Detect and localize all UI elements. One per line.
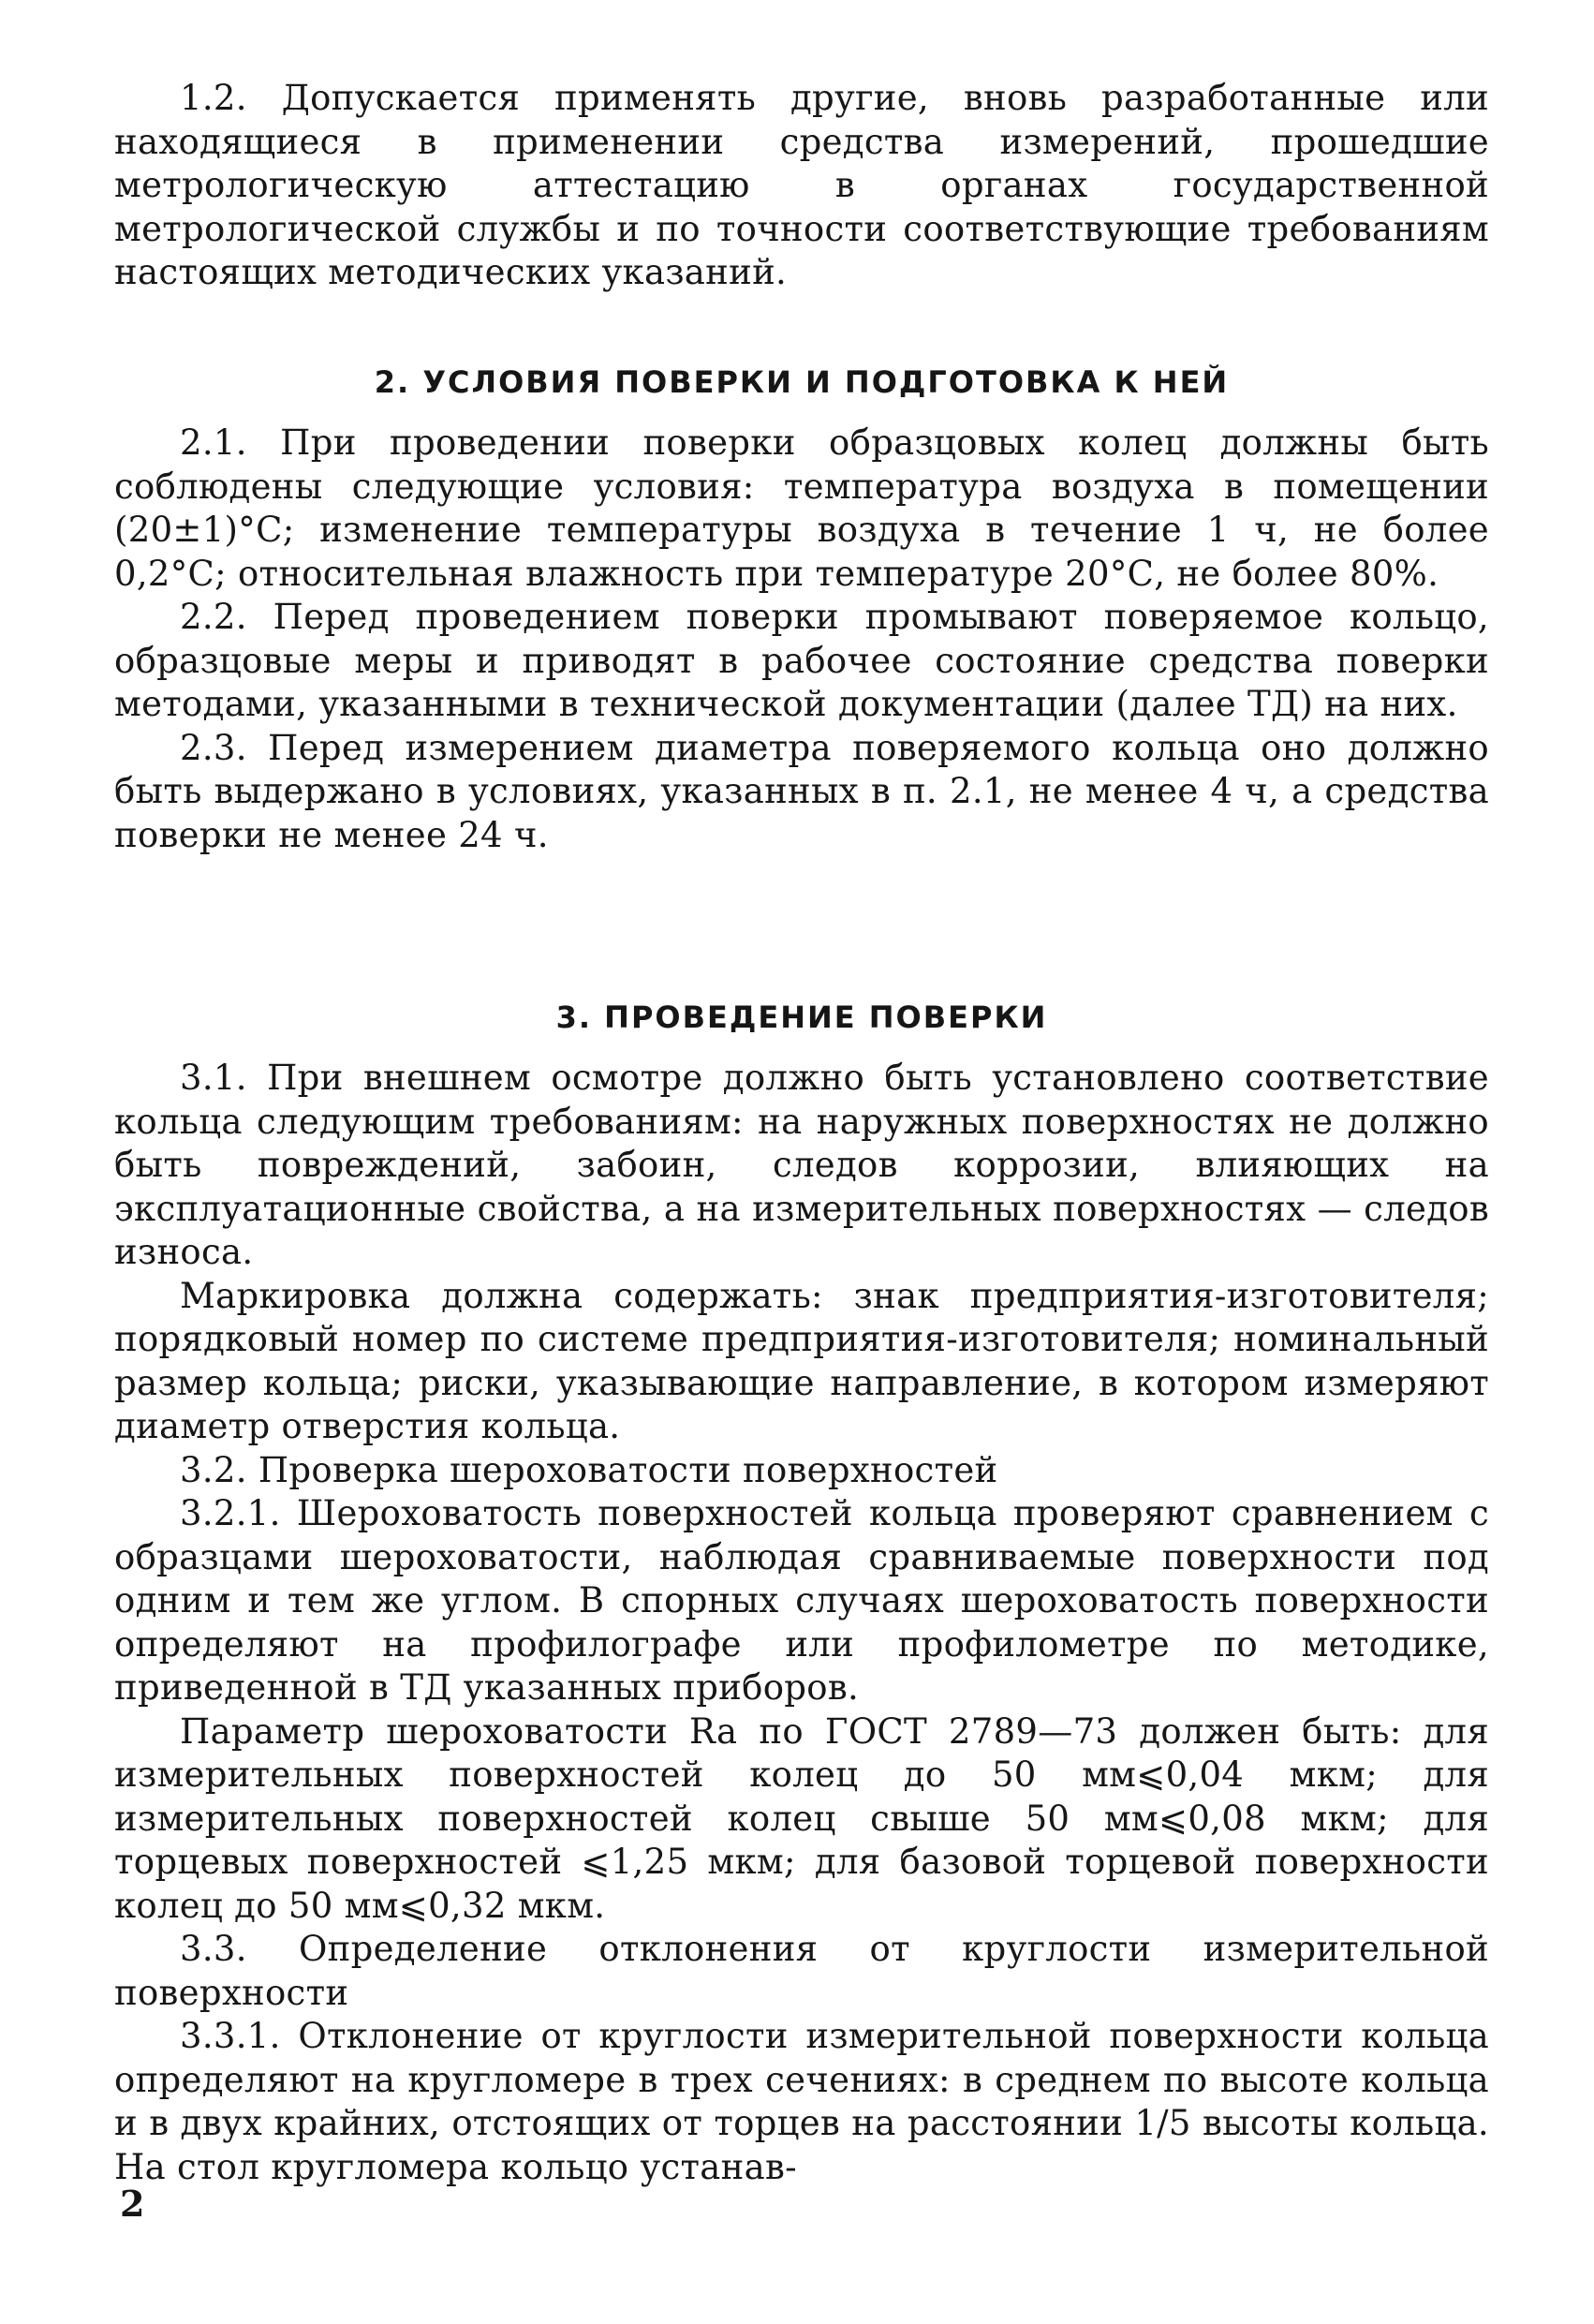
paragraph-2-1: 2.1. При проведении поверки образцовых колец должны быть соблюдены следующие условия: температура воздуха в помещении (20±1)°С; изменение температуры воздуха в течение 1 ч, не более 0,2°С; относительная влажность при температуре 20°С, не более 80%.: [114, 422, 1489, 594]
paragraph-marking: Маркировка должна содержать: знак предприятия-изготовителя; порядковый номер по системе предприятия-изготовителя; номинальный размер кольца; риски, указывающие направление, в котором измеряют диаметр отверстия кольца.: [114, 1275, 1489, 1446]
paragraph-2-3: 2.3. Перед измерением диаметра поверяемого кольца оно должно быть выдержано в условиях, указанных в п. 2.1, не менее 4 ч, а средства поверки не менее 24 ч.: [114, 727, 1489, 855]
paragraph-3-2-1: 3.2.1. Шероховатость поверхностей кольца проверяют сравнением с образцами шероховатости, наблюдая сравниваемые поверхности под одним и тем же углом. В спорных случаях шероховатость поверхности определяют на профилографе или профилометре по методике, приведенной в ТД указанных приборов.: [114, 1493, 1489, 1708]
section-1-text: [114, 77, 1489, 295]
section-3-text: [114, 1057, 1489, 2189]
paragraph-2-2: 2.2. Перед проведением поверки промывают поверяемое кольцо, образцовые меры и приводят в рабочее состояние средства поверки методами, указанными в технической документации (далее ТД) на них.: [114, 597, 1489, 724]
paragraph-3-2: 3.2. Проверка шероховатости поверхностей: [180, 1449, 998, 1490]
section-3-heading: 3. ПРОВЕДЕНИЕ ПОВЕРКИ: [555, 999, 1048, 1035]
paragraph-3-3-1: 3.3.1. Отклонение от круглости измерительной поверхности кольца определяют на кругломере в трех сечениях: в среднем по высоте кольца и в двух крайних, отстоящих от торцев на расстоянии 1/5 высоты кольца. На стол кругломера кольцо устанав-: [114, 2016, 1489, 2187]
paragraph-3-3: 3.3. Определение отклонения от круглости измерительной поверхности: [114, 1929, 1489, 2013]
paragraph-3-1: 3.1. При внешнем осмотре должно быть установлено соответствие кольца следующим требованиям: на наружных поверхностях не должно быть повреждений, забоин, следов коррозии, влияющих на эксплуатационные свойства, а на измерительных поверхностях — следов износа.: [114, 1058, 1489, 1272]
paragraph-1-2: 1.2. Допускается применять другие, вновь разработанные или находящиеся в применении средства измерений, прошедшие метрологическую аттестацию в органах государственной метрологической службы и по точности соответствующие требованиям настоящих методических указаний.: [114, 78, 1489, 292]
section-2-text: [114, 422, 1489, 857]
section-2-heading: 2. УСЛОВИЯ ПОВЕРКИ И ПОДГОТОВКА К НЕЙ: [374, 364, 1230, 400]
paragraph-ra: Параметр шероховатости Ra по ГОСТ 2789—73 должен быть: для измерительных поверхностей колец до 50 мм⩽0,04 мкм; для измерительных поверхностей колец свыше 50 мм⩽0,08 мкм; для торцевых поверхностей ⩽1,25 мкм; для базовой торцевой поверхности колец до 50 мм⩽0,32 мкм.: [114, 1710, 1489, 1926]
page-number: 2: [120, 2183, 145, 2225]
